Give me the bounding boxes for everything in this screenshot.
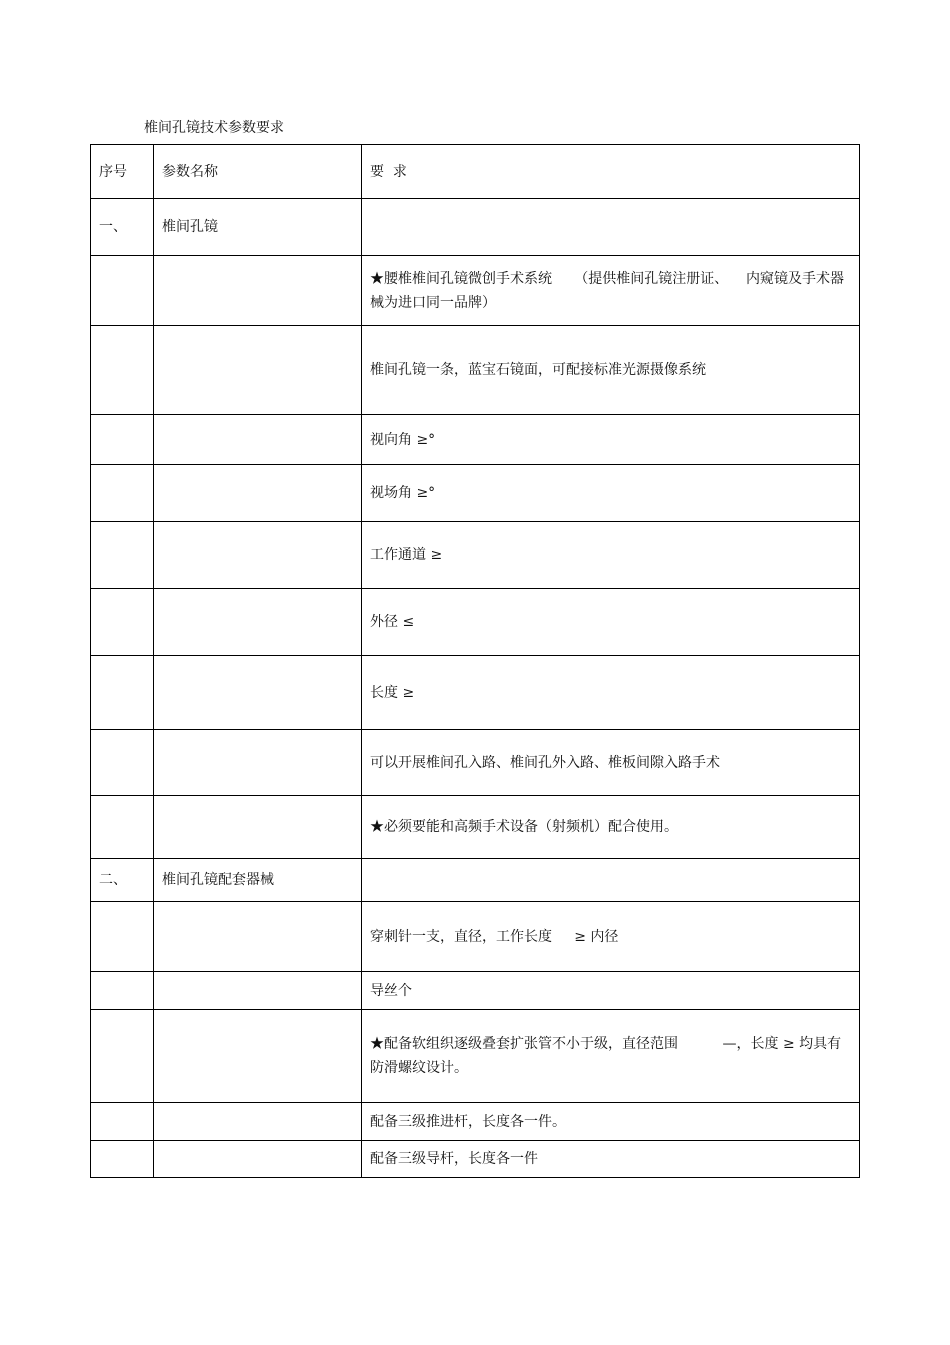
table-row xyxy=(91,1103,860,1141)
row-index xyxy=(91,656,154,730)
table-row xyxy=(91,730,860,796)
row-requirement: 椎间孔镜一条，蓝宝石镜面，可配接标准光源摄像系统 xyxy=(362,326,860,415)
table-row xyxy=(91,902,860,972)
table-row xyxy=(91,522,860,589)
table-row xyxy=(91,326,860,415)
row-name: 椎间孔镜配套器械 xyxy=(154,859,362,902)
row-index xyxy=(91,1103,154,1141)
row-requirement: 视场角 ≥° xyxy=(362,465,860,522)
row-index xyxy=(91,256,154,326)
row-name xyxy=(154,902,362,972)
row-index xyxy=(91,415,154,465)
row-requirement: ★配备软组织逐级叠套扩张管不小于级，直径范围 —，长度 ≥ 均具有防滑螺纹设计。 xyxy=(362,1010,860,1103)
row-requirement: 配备三级推进杆，长度各一件。 xyxy=(362,1103,860,1141)
row-requirement xyxy=(362,859,860,902)
row-index xyxy=(91,730,154,796)
header-requirement: 要 求 xyxy=(362,145,860,199)
spec-table xyxy=(90,144,860,1178)
table-row xyxy=(91,972,860,1010)
row-index xyxy=(91,972,154,1010)
row-index xyxy=(91,1141,154,1178)
row-index xyxy=(91,902,154,972)
row-index xyxy=(91,465,154,522)
row-requirement: 导丝个 xyxy=(362,972,860,1010)
row-name: 椎间孔镜 xyxy=(154,199,362,256)
row-name xyxy=(154,656,362,730)
row-requirement: ★腰椎椎间孔镜微创手术系统 （提供椎间孔镜注册证、 内窥镜及手术器械为进口同一品牌） xyxy=(362,256,860,326)
row-index xyxy=(91,522,154,589)
row-requirement: 长度 ≥ xyxy=(362,656,860,730)
row-requirement: 配备三级导杆，长度各一件 xyxy=(362,1141,860,1178)
row-name xyxy=(154,1103,362,1141)
row-requirement: ★必须要能和高频手术设备（射频机）配合使用。 xyxy=(362,796,860,859)
table-row xyxy=(91,1010,860,1103)
row-name xyxy=(154,1141,362,1178)
row-name xyxy=(154,465,362,522)
row-requirement: 可以开展椎间孔入路、椎间孔外入路、椎板间隙入路手术 xyxy=(362,730,860,796)
table-row xyxy=(91,656,860,730)
row-index: 一、 xyxy=(91,199,154,256)
document-title: 椎间孔镜技术参数要求 xyxy=(144,120,284,136)
row-index xyxy=(91,796,154,859)
row-requirement xyxy=(362,199,860,256)
table-row xyxy=(91,796,860,859)
row-requirement: 外径 ≤ xyxy=(362,589,860,656)
table-row xyxy=(91,1141,860,1178)
row-name xyxy=(154,796,362,859)
table-header-row xyxy=(91,145,860,199)
row-index xyxy=(91,1010,154,1103)
row-name xyxy=(154,256,362,326)
row-requirement: 穿刺针一支，直径，工作长度 ≥ 内径 xyxy=(362,902,860,972)
row-name xyxy=(154,972,362,1010)
header-name: 参数名称 xyxy=(154,145,362,199)
row-index xyxy=(91,589,154,656)
row-name xyxy=(154,522,362,589)
row-name xyxy=(154,730,362,796)
row-index: 二、 xyxy=(91,859,154,902)
row-name xyxy=(154,415,362,465)
table-row xyxy=(91,859,860,902)
row-requirement: 视向角 ≥° xyxy=(362,415,860,465)
table-row xyxy=(91,256,860,326)
row-requirement: 工作通道 ≥ xyxy=(362,522,860,589)
table-row xyxy=(91,199,860,256)
table-row xyxy=(91,465,860,522)
table-row xyxy=(91,589,860,656)
row-name xyxy=(154,1010,362,1103)
header-index: 序号 xyxy=(91,145,154,199)
table-row xyxy=(91,415,860,465)
row-name xyxy=(154,589,362,656)
row-index xyxy=(91,326,154,415)
row-name xyxy=(154,326,362,415)
